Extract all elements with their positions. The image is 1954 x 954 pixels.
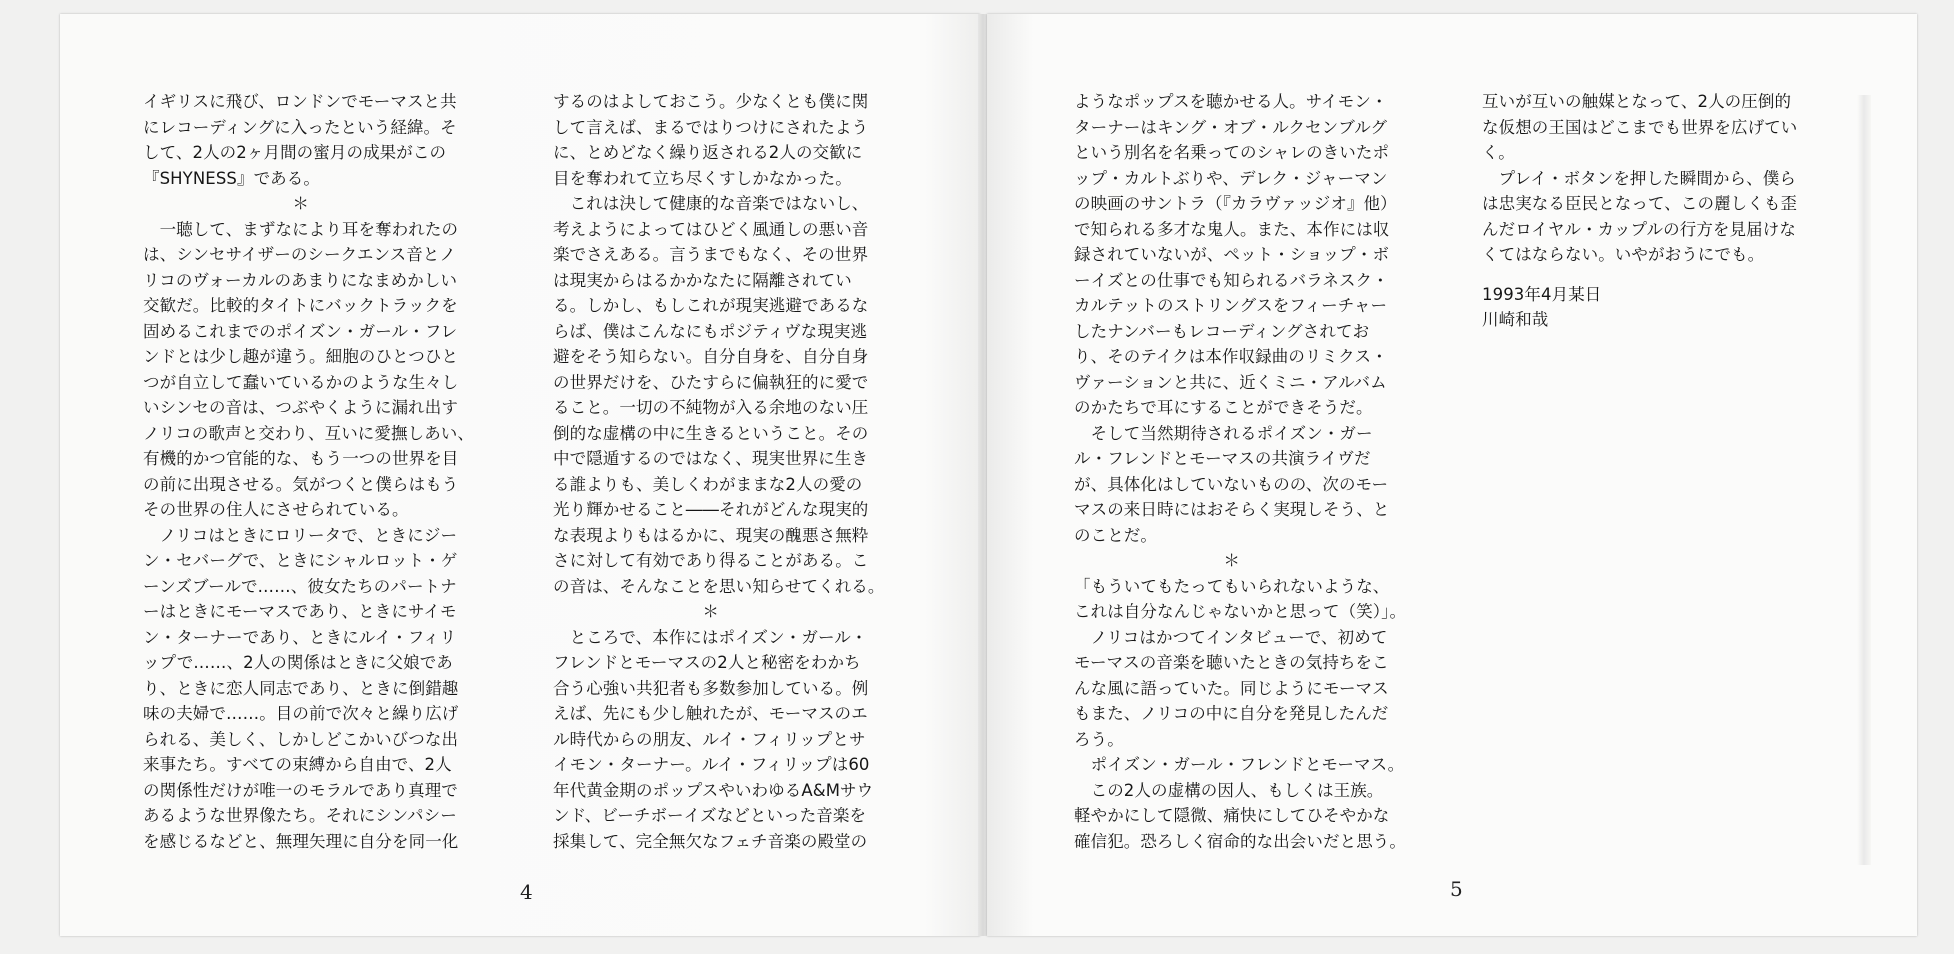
text-line: 有機的かつ官能的な、もう一つの世界を目 [143,449,459,468]
closing-paragraphs [1482,89,1827,268]
text-line: プレイ・ボタンを押した瞬間から、僕ら [1482,168,1796,188]
text-line: の関係性だけが唯一のモラルであり真理で [143,780,458,800]
text-line: り、そのテイクは本作収録曲のリミクス・ [1074,347,1388,366]
text-line: リコのヴォーカルのあまりになまめかしい [143,270,458,290]
text-line: で知られる多才な鬼人。また、本作には収 [1074,219,1390,239]
text-line: んな風に語っていた。同じようにモーマス [1074,678,1389,698]
text-line: これは決して健康的な音楽ではないし、 [553,194,869,213]
text-line: 目を奪われて立ち尽くすしかなかった。 [553,168,852,188]
text-column-1 [143,89,488,854]
text-line: ンド、ビーチボーイズなどといった音楽を [553,806,867,825]
text-line: ヴァーションと共に、近くミニ・アルバム [1074,372,1387,392]
text-line: を感じるなどと、無理矢理に自分を同一化 [143,831,459,851]
text-line: ップで……、2人の関係はときに父娘であ [143,653,453,672]
text-line: 軽やかにして隠微、痛快にしてひそやかな [1074,806,1390,825]
text-line: これは自分なんじゃないかと思って（笑）」。 [1074,602,1407,621]
text-line: ＊ [143,194,309,213]
text-line: して言えば、まるではりつけにされたよう [553,117,869,137]
text-line: ーンズブールで……、彼女たちのパートナ [143,576,457,596]
page-number-left: 4 [520,880,533,904]
text-line: この2人の虚構の因人、もしくは王族。 [1074,780,1384,800]
text-line: 互いが互いの触媒となって、2人の圧倒的 [1482,92,1792,111]
text-line: にレコーディングに入ったという経緯。そ [143,117,457,137]
text-line: んだロイヤル・カップルの行方を見届けな [1482,219,1796,239]
text-line: ること。一切の不純物が入る余地のない圧 [553,398,869,417]
text-line: つが自立して蠢いているかのような生々し [143,372,459,392]
text-line: ろう。 [1074,729,1124,749]
text-line: くてはならない。いやがおうにでも。 [1482,245,1765,264]
text-line: あるような世界像たち。それにシンパシー [143,806,457,825]
text-line: 採集して、完全無欠なフェチ音楽の殿堂の [553,831,868,851]
text-line: ル時代からの朋友、ルイ・フィリップとサ [553,729,866,749]
text-line: り、ときに恋人同志であり、ときに倒錯趣 [143,678,459,698]
text-line: は忠実なる臣民となって、この麗しくも歪 [1482,194,1798,213]
text-line: ンドとは少し趣が違う。細胞のひとつひと [143,347,459,366]
text-line: そして当然期待されるポイズン・ガー [1074,423,1373,443]
text-line: ＊ [553,602,719,621]
text-line: ップ・カルトぶりや、デレク・ジャーマン [1074,168,1388,188]
text-line: は現実からはるかかなたに隔離されてい [553,270,852,290]
text-line: く。 [1482,143,1515,162]
text-line: る誰よりも、美しくわがままな2人の愛の [553,474,863,494]
text-line: ターナーはキング・オブ・ルクセンブルグ [1074,117,1388,137]
text-line: ところで、本作にはポイズン・ガール・ [553,627,868,647]
text-line: らば、僕はこんなにもポジティヴな現実逃 [553,321,868,341]
text-line: するのはよしておこう。少なくとも僕に関 [553,92,869,111]
text-line: ン・ターナーであり、ときにルイ・フィリ [143,627,457,647]
text-line: の世界だけを、ひたすらに偏執狂的に愛で [553,372,869,392]
text-line: ポイズン・ガール・フレンドとモーマス。 [1074,755,1405,774]
text-line: ーイズとの仕事でも知られるバラネスク・ [1074,270,1389,290]
signature-date: 1993年4月某日 [1482,284,1602,304]
text-column-4 [1482,89,1827,333]
text-column-2 [553,89,898,854]
text-line: 避をそう知らない。自分自身を、自分自身 [553,347,869,366]
text-line: 楽でさえある。言うまでもなく、その世界 [553,245,869,264]
text-line: 来事たち。すべての束縛から自由で、2人 [143,755,452,774]
text-line: えば、先にも少し触れたが、モーマスのエ [553,704,868,723]
signature-gap [1482,268,1827,282]
text-line: の音は、そんなことを思い知らせてくれる。 [553,576,885,596]
text-line: な仮想の王国はどこまでも世界を広げてい [1482,117,1798,137]
text-column-3 [1074,89,1419,854]
text-line: な表現よりもはるかに、現実の醜悪さ無粋 [553,525,869,545]
text-line: 固めるこれまでのポイズン・ガール・フレ [143,321,458,341]
text-line: 『SHYNESS』である。 [143,168,320,188]
text-line: カルテットのストリングスをフィーチャー [1074,296,1388,315]
text-line: の前に出現させる。気がつくと僕らはもう [143,474,459,494]
text-line: が、具体化はしていないものの、次のモー [1074,474,1389,494]
text-line: ル・フレンドとモーマスの共演ライヴだ [1074,449,1371,468]
text-line: られる、美しく、しかしどこかいびつな出 [143,729,459,749]
text-line: 確信犯。恐ろしく宿命的な出会いだと思う。 [1074,831,1406,851]
text-line: 一聴して、まずなにより耳を奪われたの [143,219,459,239]
text-line: ノリコはときにロリータで、ときにジー [143,525,458,545]
text-line: ノリコはかつてインタビューで、初めて [1074,627,1388,647]
text-line: という別名を名乗ってのシャレのきいたポ [1074,143,1390,162]
text-line: さに対して有効であり得ることがある。こ [553,551,869,570]
text-line: ーはときにモーマスであり、ときにサイモ [143,602,457,621]
text-line: 合う心強い共犯者も多数参加している。例 [553,678,869,698]
text-line: 光り輝かせること――それがどんな現実的 [553,500,869,519]
text-line: 中で隠遁するのではなく、現実世界に生き [553,449,869,468]
text-line: その世界の住人にさせられている。 [143,500,409,519]
page-edge-shadow [1857,95,1871,865]
text-line: 倒的な虚構の中に生きるということ。その [553,423,869,443]
text-line: は、シンセサイザーのシークエンス音とノ [143,245,457,264]
text-line: る。しかし、もしこれが現実逃避であるな [553,296,869,315]
text-line: マスの来日時にはおそらく実現しそう、と [1074,500,1390,519]
text-line: ＊ [1074,551,1240,570]
text-line: もまた、ノリコの中に自分を発見したんだ [1074,704,1389,723]
text-line: 年代黄金期のポップスやいわゆるA&Mサウ [553,780,874,800]
text-line: モーマスの音楽を聴いたときの気持ちをこ [1074,653,1389,672]
text-line: の映画のサントラ（『カラヴァッジオ』他） [1074,194,1397,213]
page-number-right: 5 [1450,877,1463,901]
text-line: 味の夫婦で……。目の前で次々と繰り広げ [143,704,459,723]
text-line: ン・セバーグで、ときにシャルロット・ゲ [143,551,458,570]
text-line: したナンバーもレコーディングされてお [1074,321,1370,341]
text-line: イギリスに飛び、ロンドンでモーマスと共 [143,92,457,111]
text-line: のかたちで耳にすることができそうだ。 [1074,398,1373,417]
text-line: 録されていないが、ペット・ショップ・ボ [1074,245,1390,264]
text-line: フレンドとモーマスの2人と秘密をわかち [553,653,861,672]
text-line: のことだ。 [1074,525,1157,545]
text-line: 考えようによってはひどく風通しの悪い音 [553,219,869,239]
text-line: ノリコの歌声と交わり、互いに愛撫しあい、 [143,423,475,443]
text-line: 「もういてもたってもいられないような、 [1074,576,1390,596]
text-line: ようなポップスを聴かせる人。サイモン・ [1074,92,1388,111]
text-line: して、2人の2ヶ月間の蜜月の成果がこの [143,143,447,162]
text-line: に、とめどなく繰り返される2人の交歓に [553,143,863,162]
text-line: 交歓だ。比較的タイトにバックトラックを [143,296,458,315]
signature-author: 川崎和哉 [1482,310,1549,329]
text-line: いシンセの音は、つぶやくように漏れ出す [143,398,458,417]
text-line: イモン・ターナー。ルイ・フィリップは60 [553,755,870,774]
